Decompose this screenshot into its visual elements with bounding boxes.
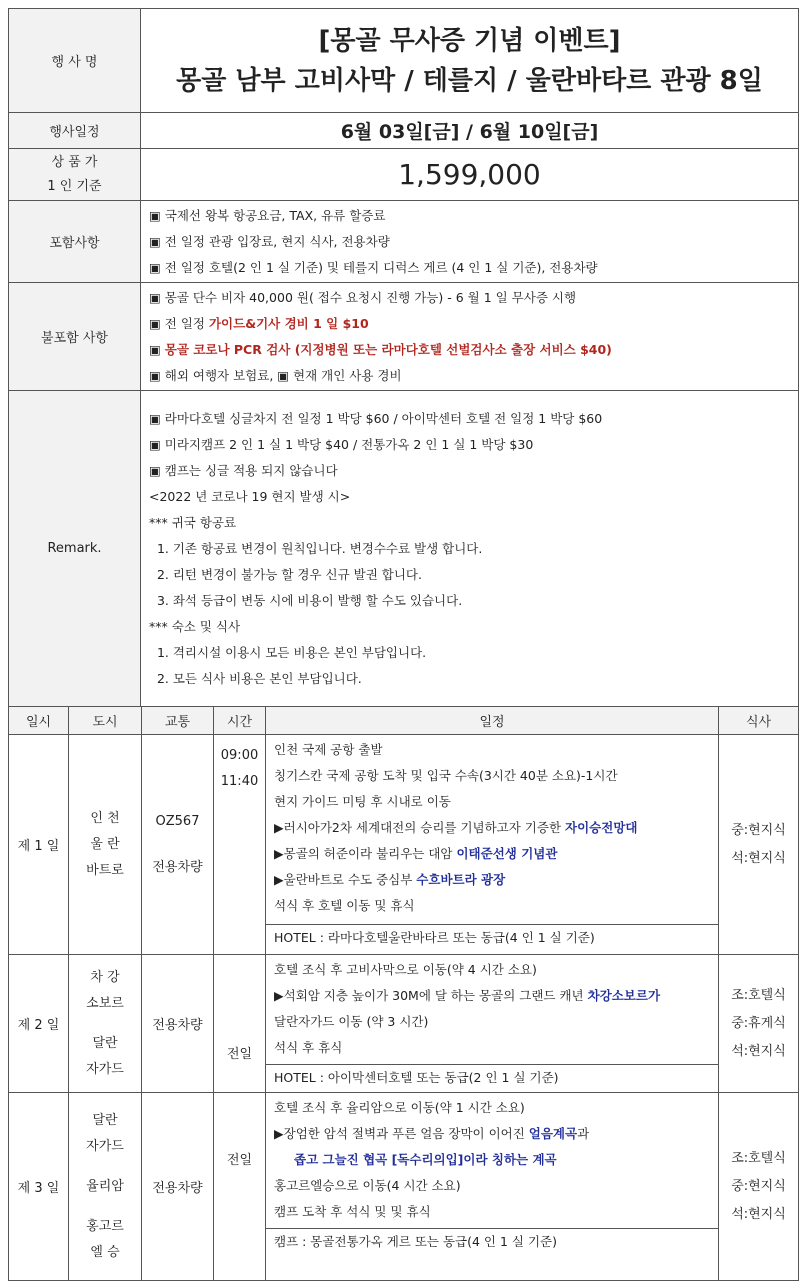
city-line: 소보르 <box>86 995 124 1011</box>
excluded-item-prefix: ▣ 전 일정 <box>149 315 209 331</box>
schedule-line: 석식 후 휴식 <box>274 1040 343 1055</box>
day1-schedule <box>266 735 719 955</box>
schedule-line <box>266 815 718 841</box>
city-line: 자가드 <box>86 1061 124 1077</box>
schedule-line <box>266 867 718 893</box>
remark-line: ▣ 미라지캠프 2 인 1 실 1 박당 $40 / 전통가옥 2 인 1 실 1 박당 $30 <box>149 436 534 452</box>
remark-line: *** 숙소 및 식사 <box>149 618 241 634</box>
excluded-label: 불포함 사항 <box>9 283 141 391</box>
excluded-item: ▣ 해외 여행자 보험료, ▣ 현재 개인 사용 경비 <box>149 367 402 383</box>
remark-line: ▣ 라마다호텔 싱글차지 전 일정 1 박당 $60 / 아이막센터 호텔 전 일정 1 박당 $60 <box>149 410 603 426</box>
day1-time <box>214 735 266 955</box>
included-item: ▣ 전 일정 관광 입장료, 현지 식사, 전용차량 <box>149 233 390 249</box>
city-line: 인 천 <box>90 810 120 826</box>
excluded-item-prefix: ▣ <box>149 341 165 357</box>
itinerary-header-row <box>9 707 799 735</box>
day1-label: 제 1 일 <box>9 735 69 955</box>
itinerary-table <box>8 706 799 1281</box>
attraction-tsagaan-suvarga: 차강소보르가 <box>587 988 661 1003</box>
remark-line: *** 귀국 항공료 <box>149 514 237 530</box>
meal-lunch: 중:현지식 <box>731 822 786 838</box>
header-day: 일시 <box>9 707 69 735</box>
city-line: 차 강 <box>90 969 120 985</box>
included-label: 포함사항 <box>9 201 141 283</box>
day2-city <box>69 955 142 1093</box>
price-label-line2: 1 인 기준 <box>47 178 102 194</box>
day3-schedule <box>266 1093 719 1281</box>
meal-lunch: 중:휴게식 <box>731 1015 786 1031</box>
city-line: 홍고르 <box>86 1218 124 1234</box>
attraction-eagle-valley: 좁고 그늘진 협곡 [독수리의입]이라 칭하는 계곡 <box>294 1152 557 1167</box>
day1-row <box>9 735 799 955</box>
event-title-line2: 몽골 남부 고비사막 / 테를지 / 울란바타르 관광 8일 <box>176 65 763 96</box>
schedule-line: 달란자가드 이동 (약 3 시간) <box>274 1014 429 1029</box>
departure-time: 09:00 <box>220 748 259 763</box>
excluded-item <box>141 337 798 363</box>
attraction-ice-valley: 얼음계곡 <box>528 1126 578 1141</box>
attraction-zaisan: 자이승전망대 <box>565 820 638 835</box>
day1-transport <box>142 735 214 955</box>
city-line: 울 란 <box>90 836 120 852</box>
remark-line: 1. 격리시설 이용시 모든 비용은 본인 부담입니다. <box>149 644 427 660</box>
day1-city <box>69 735 142 955</box>
day2-time: 전일 <box>214 955 266 1093</box>
pcr-test-highlight: 몽골 코로나 PCR 검사 (지정병원 또는 라마다호텔 선벌검사소 출장 서비스 $40) <box>164 341 612 357</box>
excluded-item <box>141 311 798 337</box>
city-line: 자가드 <box>86 1138 124 1154</box>
day2-transport: 전용차량 <box>142 955 214 1093</box>
day2-row <box>9 955 799 1093</box>
schedule-line: 캠프 도착 후 석식 및 및 휴식 <box>274 1204 431 1219</box>
day3-label: 제 3 일 <box>9 1093 69 1281</box>
day2-schedule <box>266 955 719 1093</box>
remark-list <box>141 391 799 707</box>
remark-label: Remark. <box>9 391 141 707</box>
price-label <box>9 149 141 201</box>
event-title-line1: [몽골 무사증 기념 이벤트] <box>318 25 621 56</box>
schedule-line: 홍고르엘승으로 이동(4 시간 소요) <box>274 1178 461 1193</box>
attraction-memorial: 이태준선생 기념관 <box>456 846 558 861</box>
excluded-list <box>141 283 799 391</box>
schedule-text: ▶러시아가2차 세계대전의 승리를 기념하고자 기증한 <box>274 820 566 835</box>
schedule-line <box>266 841 718 867</box>
schedule-line: 호텔 조식 후 고비사막으로 이동(약 4 시간 소요) <box>274 962 537 977</box>
event-dates: 6월 03일[금] / 6월 10일[금] <box>141 113 799 149</box>
schedule-line: 호텔 조식 후 율리암으로 이동(약 1 시간 소요) <box>274 1100 525 1115</box>
schedule-label: 행사일정 <box>9 113 141 149</box>
meal-dinner: 석:현지식 <box>731 1206 786 1222</box>
tour-document <box>8 8 798 1281</box>
meal-breakfast: 조:호텔식 <box>731 987 786 1003</box>
day3-transport: 전용차량 <box>142 1093 214 1281</box>
included-item: ▣ 전 일정 호텔(2 인 1 실 기준) 및 테를지 디럭스 게르 (4 인 1 실 기준), 전용차량 <box>149 259 598 275</box>
guide-fee-highlight: 가이드&기사 경비 1 일 $10 <box>208 315 369 331</box>
excluded-item: ▣ 몽골 단수 비자 40,000 원( 접수 요청시 진행 가능) - 6 월 1 일 무사증 시행 <box>149 289 577 305</box>
transport-vehicle: 전용차량 <box>152 859 203 875</box>
schedule-line <box>266 1147 718 1173</box>
remark-line: 2. 모든 식사 비용은 본인 부담입니다. <box>149 670 362 686</box>
attraction-square: 수흐바트라 광장 <box>416 872 506 887</box>
remark-line: 3. 좌석 등급이 변동 시에 비용이 발행 할 수도 있습니다. <box>149 592 463 608</box>
day1-meals <box>719 735 799 955</box>
schedule-text: 과 <box>577 1126 590 1141</box>
arrival-time: 11:40 <box>220 774 259 789</box>
meal-dinner: 석:현지식 <box>731 850 786 866</box>
schedule-line: 칭기스칸 국제 공항 도착 및 입국 수속(3시간 40분 소요)-1시간 <box>274 768 618 783</box>
day3-meals <box>719 1093 799 1281</box>
schedule-text: ▶장엄한 암석 절벽과 푸른 얼음 장막이 이어진 <box>274 1126 529 1141</box>
day3-city <box>69 1093 142 1281</box>
event-name-label: 행 사 명 <box>9 9 141 113</box>
schedule-line: 현지 가이드 미팅 후 시내로 이동 <box>274 794 451 809</box>
city-line: 달란 <box>92 1112 118 1128</box>
header-time: 시간 <box>214 707 266 735</box>
day2-hotel: HOTEL : 아이막센터호텔 또는 동급(2 인 1 실 기준) <box>266 1064 718 1091</box>
day1-hotel: HOTEL : 라마다호텔울란바타르 또는 동급(4 인 1 실 기준) <box>266 924 718 951</box>
schedule-line: 인천 국제 공항 출발 <box>274 742 383 757</box>
schedule-line: 석식 후 호텔 이동 및 휴식 <box>274 898 415 913</box>
schedule-text: ▶울란바트로 수도 중심부 <box>274 872 417 887</box>
schedule-text: ▶석회암 지층 높이가 30M에 달 하는 몽골의 그랜드 캐년 <box>274 988 588 1003</box>
included-item: ▣ 국제선 왕복 항공요금, TAX, 유류 할증료 <box>149 207 386 223</box>
meal-dinner: 석:현지식 <box>731 1043 786 1059</box>
meal-breakfast: 조:호텔식 <box>731 1150 786 1166</box>
day3-hotel: 캠프 : 몽골전통가옥 게르 또는 동급(4 인 1 실 기준) <box>266 1228 718 1255</box>
city-line: 엘 승 <box>90 1244 120 1260</box>
price-value: 1,599,000 <box>141 149 799 201</box>
day2-meals <box>719 955 799 1093</box>
tour-summary-table <box>8 8 799 707</box>
remark-line: 1. 기존 항공료 변경이 원칙입니다. 변경수수료 발생 합니다. <box>149 540 483 556</box>
meal-lunch: 중:현지식 <box>731 1178 786 1194</box>
day3-row <box>9 1093 799 1281</box>
remark-line: ▣ 캠프는 싱글 적용 되지 않습니다 <box>149 462 338 478</box>
city-line: 바트로 <box>86 862 124 878</box>
header-meals: 식사 <box>719 707 799 735</box>
remark-line: 2. 리턴 변경이 불가능 할 경우 신규 발권 합니다. <box>149 566 422 582</box>
day3-time: 전일 <box>214 1093 266 1281</box>
price-label-line1: 상 품 가 <box>51 154 98 170</box>
header-city: 도시 <box>69 707 142 735</box>
city-line: 율리암 <box>86 1178 124 1194</box>
event-title-cell <box>141 9 799 113</box>
schedule-text: ▶몽골의 허준이라 불리우는 대암 <box>274 846 457 861</box>
included-list <box>141 201 799 283</box>
day2-label: 제 2 일 <box>9 955 69 1093</box>
header-schedule: 일정 <box>266 707 719 735</box>
schedule-line <box>266 983 718 1009</box>
city-line: 달란 <box>92 1035 118 1051</box>
remark-line: <2022 년 코로나 19 현지 발생 시> <box>149 488 351 504</box>
schedule-line <box>266 1121 718 1147</box>
flight-number: OZ567 <box>155 813 200 829</box>
header-transport: 교통 <box>142 707 214 735</box>
